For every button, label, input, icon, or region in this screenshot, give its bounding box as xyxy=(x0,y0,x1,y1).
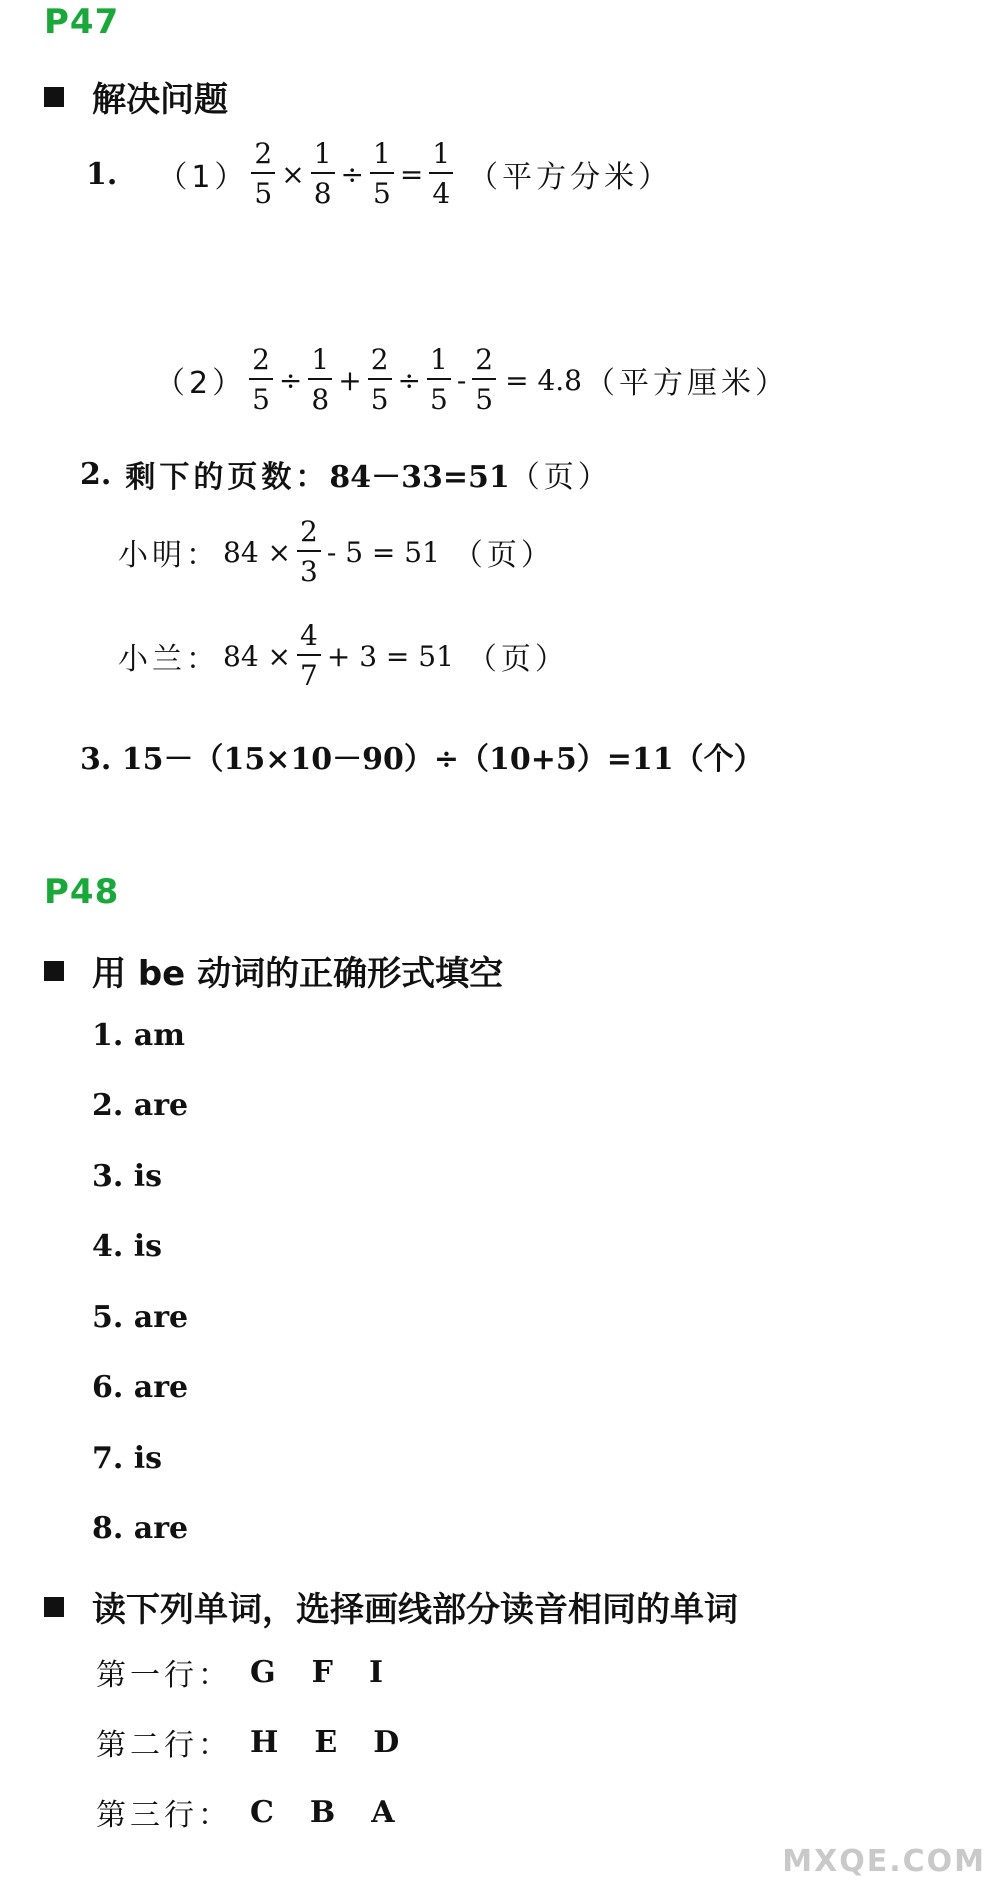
answer-item: 4. is xyxy=(92,1229,163,1264)
answer-item: 7. is xyxy=(92,1441,163,1476)
q2-lan-line xyxy=(118,619,569,692)
fraction: $\frac{2}{3}$ xyxy=(297,518,321,586)
fraction: $\frac{1}{5}$ xyxy=(427,346,451,414)
lan-pre: 84 × xyxy=(223,639,291,673)
q1-part2-tag: （2） xyxy=(155,366,247,401)
ming-post: - 5 = 51 xyxy=(326,535,440,569)
page-label-p48: P48 xyxy=(44,872,120,912)
watermark: MXQE.COM xyxy=(782,1844,986,1879)
row-line-2 xyxy=(96,1720,435,1764)
answer-item: 8. are xyxy=(92,1511,189,1546)
row-label: 第一行： xyxy=(96,1658,232,1693)
q1-part1-line xyxy=(86,137,673,210)
q1-part2-result: = 4.8 xyxy=(505,363,582,397)
operator: × xyxy=(281,157,305,191)
fraction: $\frac{2}{5}$ xyxy=(368,346,392,414)
operator: ÷ xyxy=(340,157,365,191)
row-line-3 xyxy=(96,1790,431,1834)
q1-part2-unit: （平方厘米） xyxy=(585,366,789,401)
row-letter: H xyxy=(250,1724,279,1760)
q2-unit: （页） xyxy=(509,460,612,495)
q3-text: 3. 15－（15×10－90）÷（10+5）=11（个） xyxy=(80,742,764,777)
fraction: $\frac{1}{8}$ xyxy=(311,140,335,208)
fraction: $\frac{2}{5}$ xyxy=(251,140,275,208)
fraction: $\frac{2}{5}$ xyxy=(249,346,273,414)
heading-text: 解决问题 xyxy=(92,80,228,120)
heading-text: 用 be 动词的正确形式填空 xyxy=(92,954,504,994)
answer-item: 6. are xyxy=(92,1370,189,1405)
answer-item: 3. is xyxy=(92,1159,163,1194)
answer-item: 2. are xyxy=(92,1088,189,1123)
square-bullet-icon xyxy=(44,1597,64,1617)
operator: ÷ xyxy=(278,363,303,397)
fraction: $\frac{2}{5}$ xyxy=(472,346,496,414)
q2-expression: 84－33=51 xyxy=(329,460,510,495)
q3-line xyxy=(80,734,764,778)
q2-ming-line xyxy=(118,515,555,588)
q2-number: 2. xyxy=(80,456,112,492)
q1-number: 1. xyxy=(86,156,118,192)
row-letter: D xyxy=(373,1724,400,1760)
q1-part1-unit: （平方分米） xyxy=(468,160,673,195)
row-letter: F xyxy=(311,1654,333,1690)
q1-part1-tag: （1） xyxy=(157,160,249,195)
lan-unit: （页） xyxy=(466,642,569,677)
q1-part2-line xyxy=(155,343,789,416)
lan-post: + 3 = 51 xyxy=(326,639,454,673)
page-label-p47: P47 xyxy=(44,2,120,42)
square-bullet-icon xyxy=(44,87,64,107)
fraction: $\frac{4}{7}$ xyxy=(297,622,321,690)
row-letter: E xyxy=(314,1724,338,1760)
operator: ÷ xyxy=(397,363,421,397)
heading-text: 读下列单词，选择画线部分读音相同的单词 xyxy=(92,1590,738,1630)
row-letter: B xyxy=(309,1794,336,1830)
row-label: 第三行： xyxy=(96,1798,232,1833)
square-bullet-icon xyxy=(44,961,64,981)
lan-label: 小兰： xyxy=(118,642,220,677)
ming-label: 小明： xyxy=(118,538,220,573)
ming-pre: 84 × xyxy=(223,535,291,569)
row-letter: G xyxy=(250,1654,276,1690)
answer-item: 1. am xyxy=(92,1018,185,1053)
section-heading-solve-problems xyxy=(44,72,228,121)
row-letter: C xyxy=(250,1794,274,1830)
row-letter: I xyxy=(368,1654,383,1690)
operator: - xyxy=(456,363,467,397)
row-letter: A xyxy=(371,1794,395,1830)
q2-line xyxy=(80,452,612,496)
fraction: $\frac{1}{5}$ xyxy=(370,140,394,208)
ming-unit: （页） xyxy=(452,538,555,573)
answer-item: 5. are xyxy=(92,1300,189,1335)
row-label: 第二行： xyxy=(96,1728,232,1763)
q2-label: 剩下的页数： xyxy=(125,460,330,495)
operator: + xyxy=(338,363,362,397)
row-line-1 xyxy=(96,1650,419,1694)
fraction: $\frac{1}{4}$ xyxy=(429,140,453,208)
section-heading-be-verbs xyxy=(44,946,503,995)
operator: = xyxy=(399,157,424,191)
fraction: $\frac{1}{8}$ xyxy=(308,346,332,414)
section-heading-word-sounds xyxy=(44,1582,738,1631)
